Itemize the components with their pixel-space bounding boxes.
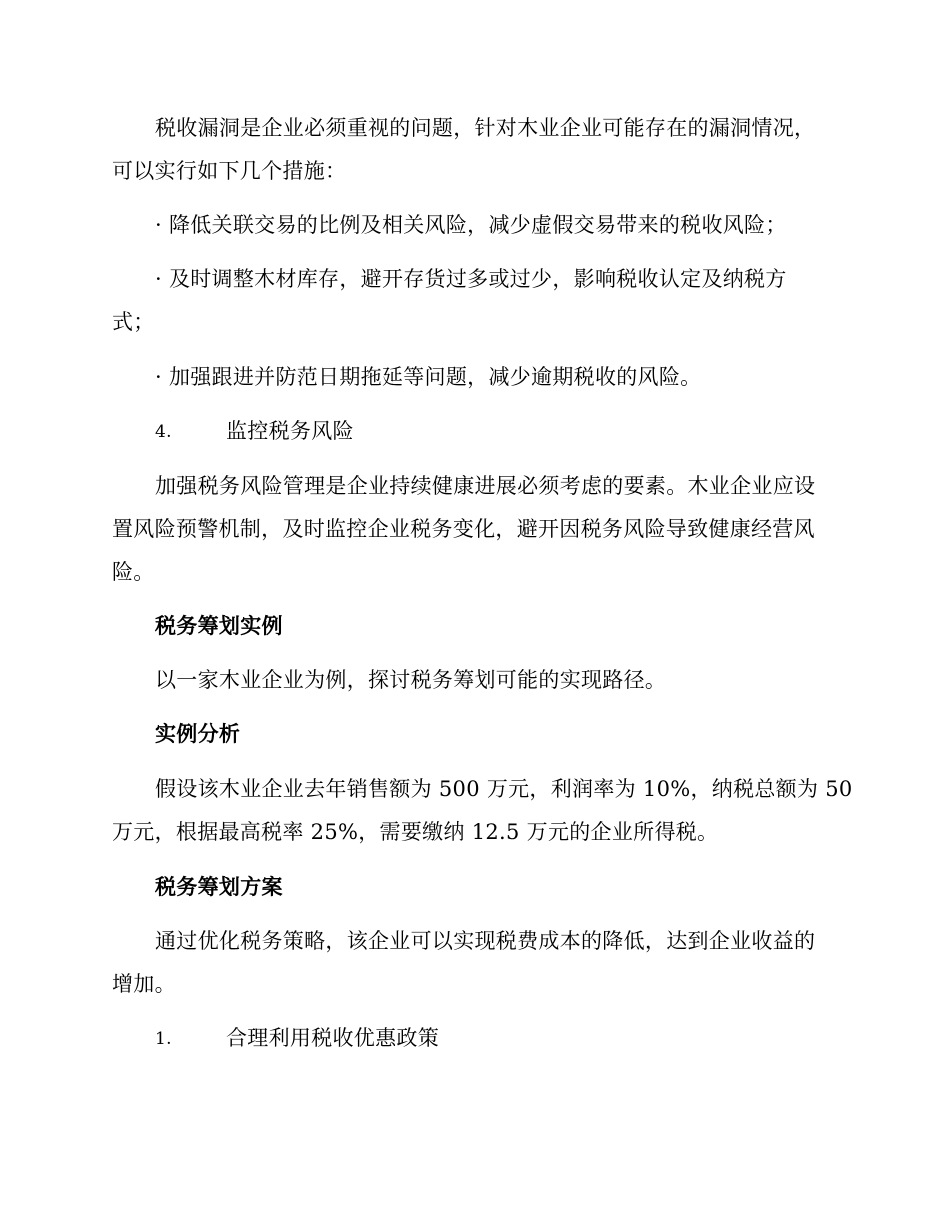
bullet-item: · 加强跟进并防范日期拖延等问题，减少逾期税收的风险。 <box>155 365 702 389</box>
list-item-title: 监控税务风险 <box>226 419 354 443</box>
paragraph-line: 增加。 <box>112 972 176 996</box>
bullet-item-continuation: 式； <box>112 310 155 334</box>
paragraph-line: 置风险预警机制，及时监控企业税务变化，避开因税务风险导致健康经营风 <box>112 517 815 541</box>
paragraph-line: 险。 <box>112 560 155 584</box>
section-heading: 实例分析 <box>155 721 241 746</box>
paragraph-line: 通过优化税务策略，该企业可以实现税费成本的降低，达到企业收益的 <box>155 929 816 953</box>
list-number: 4. <box>155 422 172 442</box>
bullet-item: · 及时调整木材库存，避开存货过多或过少，影响税收认定及纳税方 <box>155 267 787 291</box>
section-heading: 税务筹划方案 <box>155 874 283 899</box>
section-heading: 税务筹划实例 <box>155 613 283 638</box>
paragraph-line: 可以实行如下几个措施： <box>112 159 347 183</box>
paragraph-line: 税收漏洞是企业必须重视的问题，针对木业企业可能存在的漏洞情况， <box>155 116 816 140</box>
paragraph-line: 以一家木业企业为例，探讨税务筹划可能的实现路径。 <box>155 668 667 692</box>
paragraph-line: 万元，根据最高税率 25%，需要缴纳 12.5 万元的企业所得税。 <box>112 820 719 844</box>
paragraph-line: 加强税务风险管理是企业持续健康进展必须考虑的要素。木业企业应设 <box>155 474 816 498</box>
paragraph-line: 假设该木业企业去年销售额为 500 万元，利润率为 10%，纳税总额为 50 <box>155 777 853 801</box>
list-item-title: 合理利用税收优惠政策 <box>226 1026 439 1050</box>
bullet-item: · 降低关联交易的比例及相关风险，减少虚假交易带来的税收风险； <box>155 213 787 237</box>
list-number: 1. <box>155 1029 172 1049</box>
